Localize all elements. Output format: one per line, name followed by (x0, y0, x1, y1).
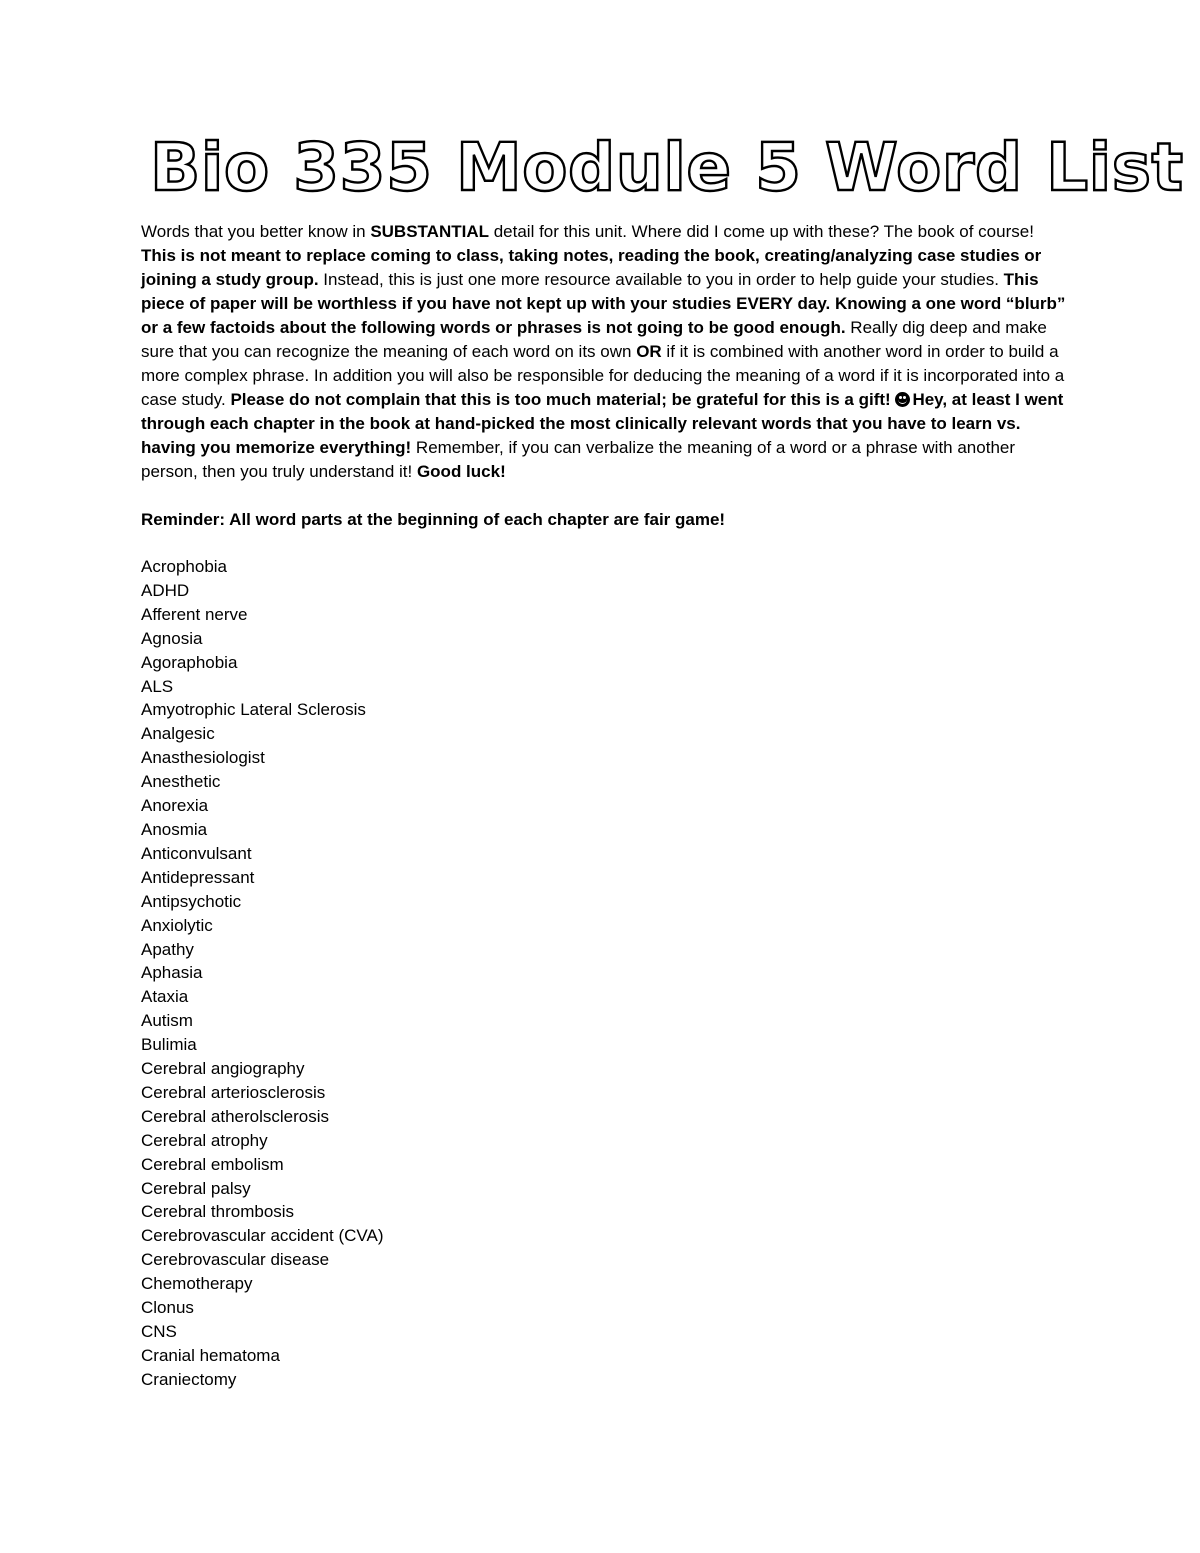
word-list-item: Cerebrovascular accident (CVA) (141, 1226, 384, 1246)
word-list-item: Ataxia (141, 987, 189, 1007)
word-list-item: Anxiolytic (141, 915, 213, 935)
word-list-item: Amyotrophic Lateral Sclerosis (141, 700, 366, 720)
word-list-item: Cerebral atherolsclerosis (141, 1106, 330, 1126)
word-list-item: Aphasia (141, 963, 203, 983)
intro-bold-run: Hey, at least I went through each chapter in the book at hand-picked the most clinically relevant words that you have to learn vs. having you memorize everything! (141, 390, 1064, 457)
word-list-item: Clonus (141, 1298, 194, 1318)
intro-run: Instead, this is just one more resource available to you in order to help guide your studies. (318, 270, 1004, 289)
word-list-item: Anticonvulsant (141, 843, 252, 863)
intro-bold-run: This piece of paper will be worthless if you have not kept up with your studies EVERY day. Knowing a one word “blurb” or a few factoids about the following words or phrases is not going to be good enough. (141, 270, 1066, 337)
word-list-item: Cerebral palsy (141, 1178, 251, 1198)
word-list-item: Bulimia (141, 1035, 197, 1055)
intro-bold-run: SUBSTANTIAL (370, 222, 489, 241)
word-list-item: ADHD (141, 580, 190, 600)
word-list-item: Antipsychotic (141, 891, 242, 911)
word-list-item: Cranial hematoma (141, 1345, 280, 1365)
word-list-item: Cerebral atrophy (141, 1130, 268, 1150)
intro-run: Remember, if you can verbalize the meaning of a word or a phrase with another person, then you truly understand it! (141, 438, 1016, 481)
word-list-item: Analgesic (141, 724, 215, 744)
word-list-item: Anesthetic (141, 772, 221, 792)
smiley-icon (895, 392, 910, 407)
word-list-item: Apathy (141, 939, 194, 959)
document-title: Bio 335 Module 5 Word List (150, 129, 1184, 206)
word-list-item: Cerebrovascular disease (141, 1250, 330, 1270)
word-list-item: Afferent nerve (141, 604, 248, 624)
intro-bold-run: Please do not complain that this is too much material; be grateful for this is a gift! (230, 390, 896, 409)
word-list-item: Agnosia (141, 628, 203, 648)
word-list-item: Cerebral arteriosclerosis (141, 1082, 326, 1102)
word-list-item: Anosmia (141, 819, 208, 839)
word-list-item: Anorexia (141, 796, 209, 816)
intro-bold-run: This is not meant to replace coming to class, taking notes, reading the book, creating/analyzing case studies or joining a study group. (141, 246, 1042, 289)
word-list-item: Cerebral angiography (141, 1059, 305, 1079)
word-list-item: Autism (141, 1011, 193, 1031)
intro-paragraph (141, 220, 1071, 484)
intro-run: Words that you better know in (141, 222, 371, 241)
intro-run: Really dig deep and make sure that you can recognize the meaning of each word on its own (141, 318, 1047, 361)
word-list-item: Anasthesiologist (141, 748, 265, 768)
word-list-item: Chemotherapy (141, 1274, 253, 1294)
word-list-item: Acrophobia (141, 557, 228, 576)
word-list-item: Craniectomy (141, 1369, 237, 1389)
word-list-item: Antidepressant (141, 867, 255, 887)
word-list-item: Cerebral embolism (141, 1154, 284, 1174)
intro-run: if it is combined with another word in order to build a more complex phrase. In addition you will also be responsible for deducing the meaning of a word if it is incorporated into a case study. (141, 342, 1065, 409)
intro-bold-run: Good luck! (416, 462, 506, 481)
word-list-item: ALS (141, 676, 174, 696)
intro-bold-run: OR (636, 342, 662, 361)
word-list (141, 555, 384, 1392)
intro-run: detail for this unit. Where did I come up with these? The book of course! (489, 222, 1034, 241)
reminder-line: Reminder: All word parts at the beginning of each chapter are fair game! (141, 510, 726, 529)
word-list-item: Cerebral thrombosis (141, 1202, 295, 1222)
word-list-item: CNS (141, 1322, 177, 1341)
word-list-item: Agoraphobia (141, 652, 238, 672)
